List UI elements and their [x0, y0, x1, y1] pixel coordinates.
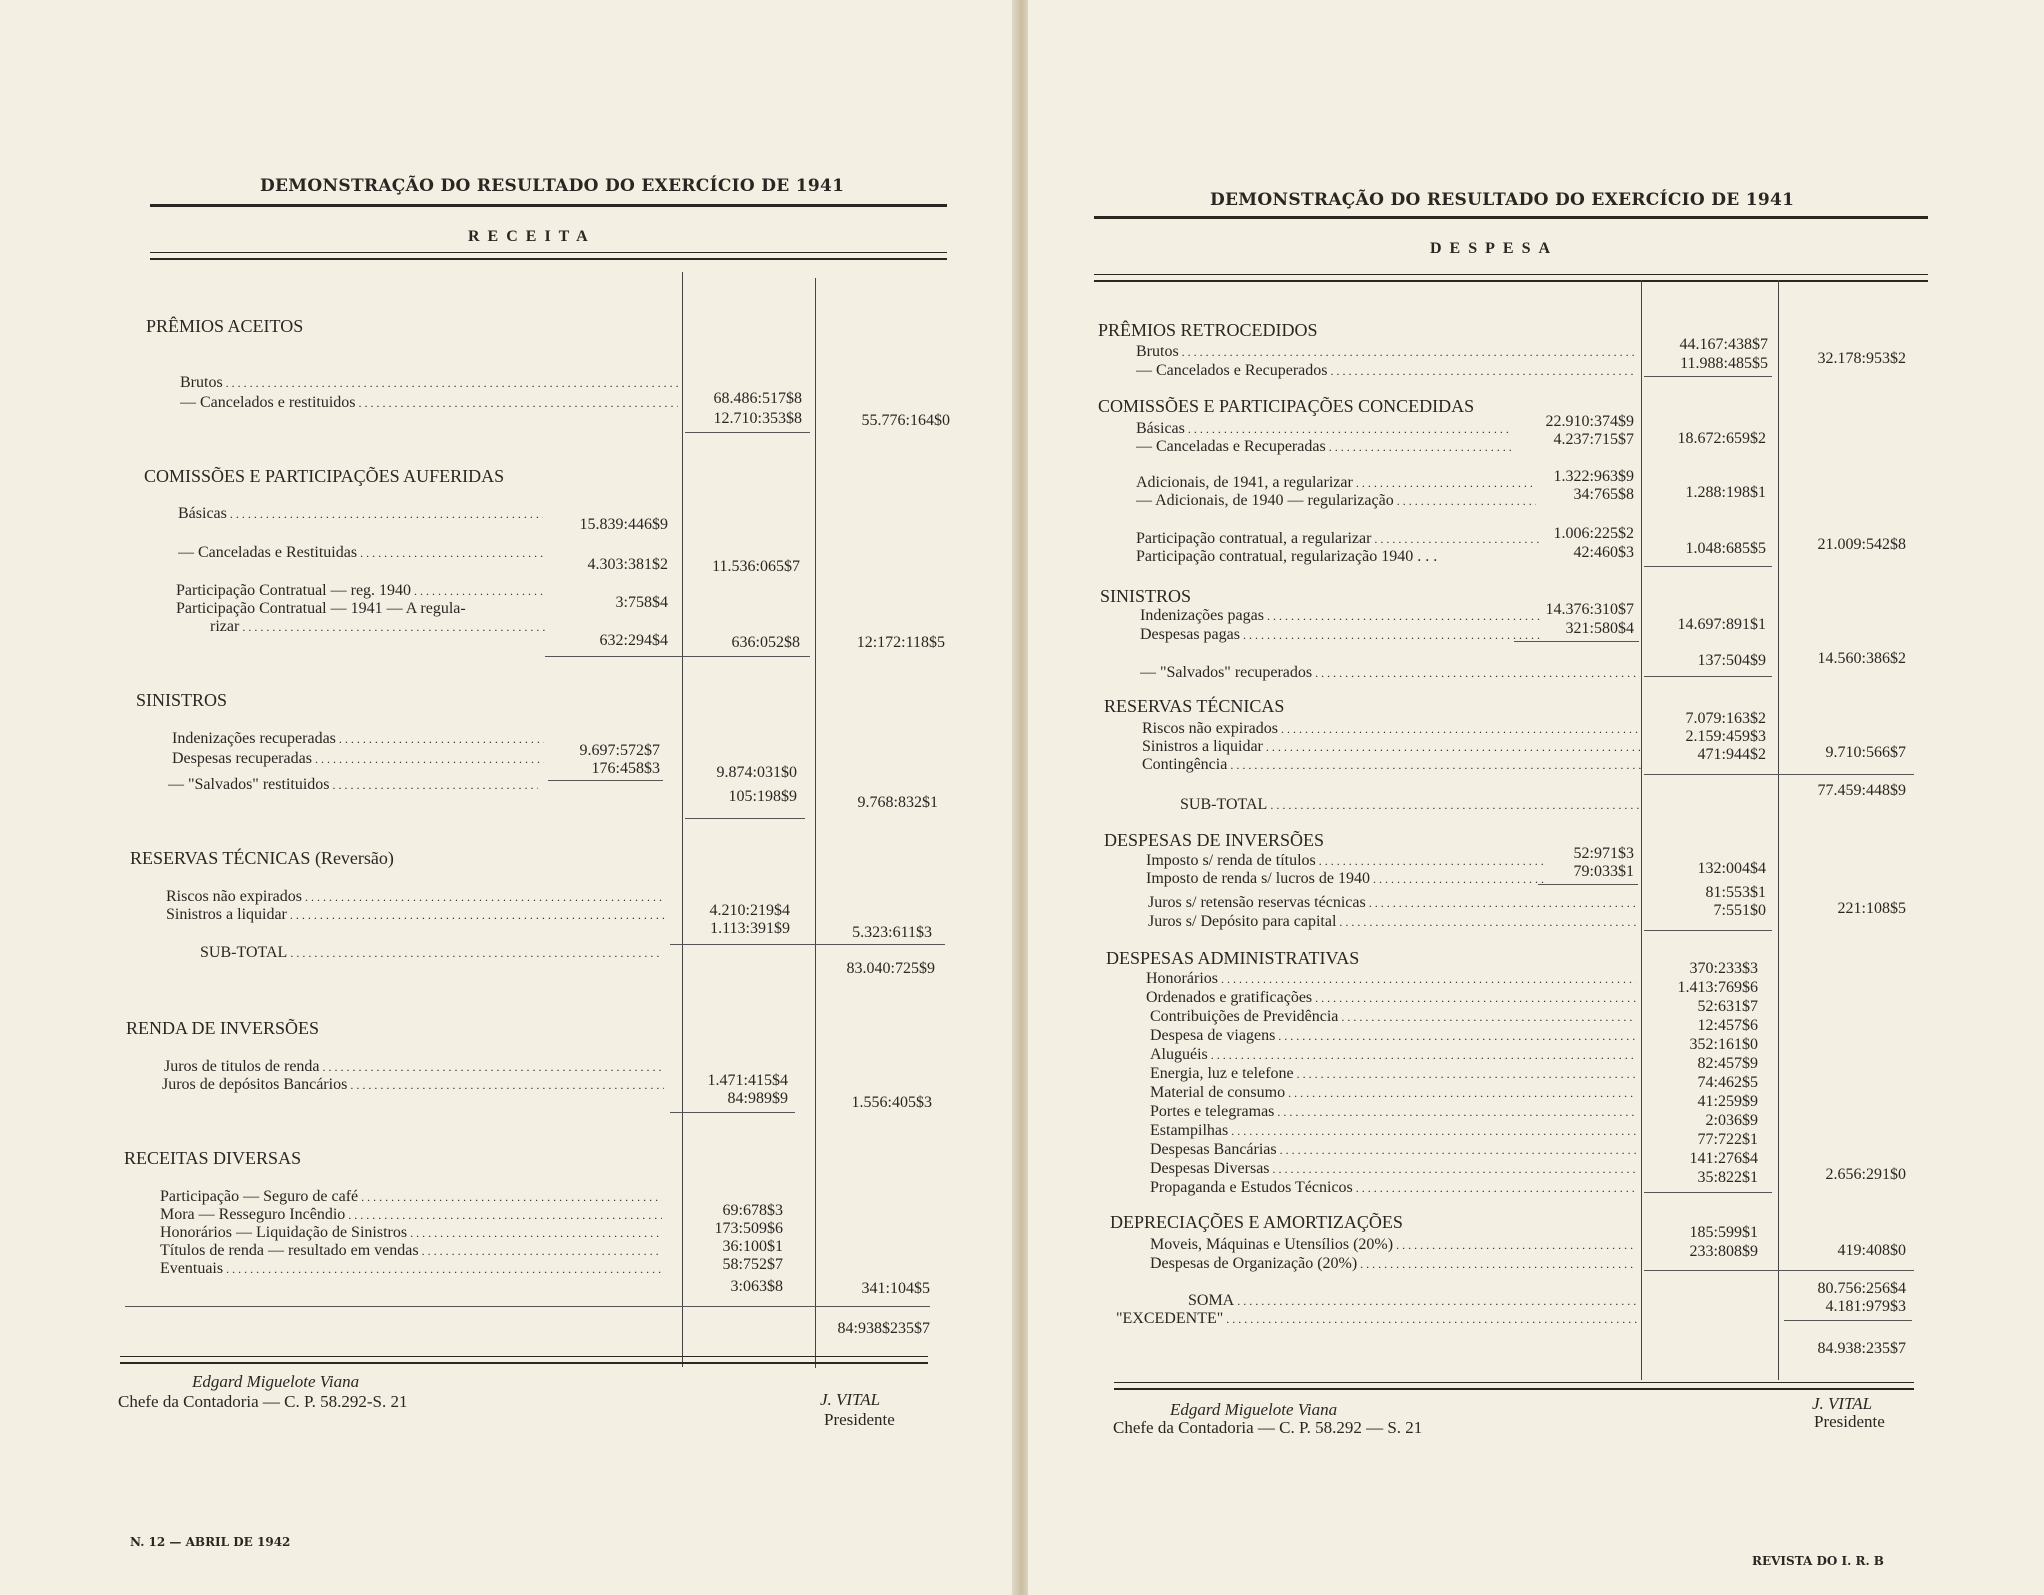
row-label: Despesas de Organização (20%) . . .: [1150, 1255, 1636, 1273]
list-item: Estampilhas . . .: [1150, 1122, 1636, 1140]
list-item: Títulos de renda — resultado em vendas . . .: [160, 1242, 662, 1260]
list-item: Despesas Diversas . . .: [1150, 1160, 1636, 1178]
row-label: Participação Contratual — reg. 1940 . . .: [176, 582, 546, 600]
section-total: 5.323:611$3: [852, 924, 932, 941]
row-label: Moveis, Máquinas e Utensílios (20%) . . .: [1150, 1236, 1636, 1254]
row-value: 321:580$4: [1565, 620, 1634, 637]
list-item-value: 141:276$4: [1689, 1150, 1758, 1167]
subtotal-value: 83.040:725$9: [846, 960, 935, 977]
section-total: 9.710:566$7: [1825, 744, 1906, 761]
list-item: Ordenados e gratificações . . .: [1146, 989, 1636, 1007]
section-rule-bottom: [1094, 280, 1928, 282]
underline: [1644, 930, 1772, 931]
row-value: 176:458$3: [591, 760, 660, 777]
row-label: Indenizações pagas . . .: [1140, 607, 1540, 625]
underline: [1644, 1270, 1914, 1271]
signature-role: Chefe da Contadoria — C. P. 58.292-S. 21: [118, 1392, 408, 1411]
underline: [1784, 1320, 1912, 1321]
row-value: 3:758$4: [615, 594, 668, 611]
section-head-reservas: RESERVAS TÉCNICAS: [1104, 696, 1285, 716]
section-total: 32.178:953$2: [1817, 350, 1906, 367]
list-item-value: 1.413:769$6: [1677, 979, 1758, 996]
list-item: Aluguéis . . .: [1150, 1046, 1636, 1064]
list-item-value: 74:462$5: [1697, 1074, 1758, 1091]
row-subtotal: 132:004$4: [1697, 860, 1766, 877]
row-value: 1.471:415$4: [707, 1072, 788, 1089]
list-item-value: 12:457$6: [1697, 1017, 1758, 1034]
row-label: Participação contratual, regularização 1940 . . .: [1136, 548, 1438, 565]
row-value: 79:033$1: [1573, 863, 1634, 880]
list-item: Honorários — Liquidação de Sinistros . . .: [160, 1224, 662, 1242]
page-title: DEMONSTRAÇÃO DO RESULTADO DO EXERCÍCIO DE 1941: [1210, 190, 1795, 210]
row-label: Adicionais, de 1941, a regularizar . . .: [1136, 474, 1536, 492]
row-label: Juros s/ Depósito para capital . . .: [1148, 913, 1638, 931]
row-label: — Cancelados e restituidos . . .: [180, 394, 678, 412]
bottom-rule: [120, 1356, 928, 1357]
section-head-premios: PRÊMIOS ACEITOS: [146, 316, 304, 336]
subtotal-value: 77.459:448$9: [1817, 782, 1906, 799]
row-value: 1.006:225$2: [1553, 525, 1634, 542]
signature-name: Edgard Miguelote Viana: [192, 1372, 360, 1391]
page-footer: N. 12 — ABRIL DE 1942: [130, 1535, 291, 1549]
underline: [670, 1112, 795, 1113]
signature-role: Chefe da Contadoria — C. P. 58.292 — S. 21: [1113, 1418, 1423, 1437]
subtotal-label: SUB-TOTAL . . .: [200, 944, 662, 962]
underline: [1644, 566, 1772, 567]
section-head-diversas: RECEITAS DIVERSAS: [124, 1148, 302, 1168]
right-page: [1028, 0, 2044, 1595]
section-head-sinistros: SINISTROS: [136, 690, 228, 710]
underline: [685, 432, 810, 433]
list-item-value: 77:722$1: [1697, 1131, 1758, 1148]
row-value: 9.697:572$7: [579, 742, 660, 759]
president-role: Presidente: [824, 1410, 895, 1429]
row-label: Riscos não expirados . . .: [1142, 720, 1642, 738]
list-item: Honorários . . .: [1146, 970, 1636, 988]
row-label: — Canceladas e Recuperadas . . .: [1136, 438, 1511, 456]
section-total: 21.009:542$8: [1817, 536, 1906, 553]
section-total: 55.776:164$0: [861, 412, 950, 429]
subtotal-label: SUB-TOTAL . . .: [1180, 796, 1640, 814]
list-item-value: 35:822$1: [1697, 1169, 1758, 1186]
list-item-value: 69:678$3: [722, 1202, 783, 1219]
column-divider: [1641, 280, 1642, 1380]
row-value: 22.910:374$9: [1545, 413, 1634, 430]
section-total: 419:408$0: [1837, 1242, 1906, 1259]
underline: [670, 944, 945, 945]
underline: [1644, 774, 1914, 775]
grand-total: 84.938:235$7: [1817, 1340, 1906, 1357]
row-subtotal: 636:052$8: [731, 634, 800, 651]
row-value: 233:808$9: [1689, 1243, 1758, 1260]
row-label: Básicas . . .: [1136, 420, 1511, 438]
row-value: 4.237:715$7: [1553, 431, 1634, 448]
section-total: 341:104$5: [861, 1280, 930, 1297]
list-item: Energia, luz e telefone . . .: [1150, 1065, 1636, 1083]
underline: [1644, 676, 1772, 677]
row-label: Despesas recuperadas . . .: [172, 750, 544, 768]
row-subtotal: 1.048:685$5: [1685, 540, 1766, 557]
list-item: Despesas Bancárias . . .: [1150, 1141, 1636, 1159]
page-title: DEMONSTRAÇÃO DO RESULTADO DO EXERCÍCIO DE 1941: [260, 176, 845, 196]
row-value: 2.159:459$3: [1685, 728, 1766, 745]
list-item-value: 173:509$6: [714, 1220, 783, 1237]
row-value: 1.113:391$9: [710, 920, 790, 937]
row-label: — Canceladas e Restituidas . . .: [178, 544, 543, 562]
row-value: 137:504$9: [1697, 652, 1766, 669]
row-label: Indenizações recuperadas . . .: [172, 730, 544, 748]
section-head-reservas: RESERVAS TÉCNICAS (Reversão): [130, 848, 394, 868]
list-item: Participação — Seguro de café . . .: [160, 1188, 662, 1206]
signature-name: Edgard Miguelote Viana: [1170, 1400, 1338, 1419]
section-head-inversoes: DESPESAS DE INVERSÕES: [1104, 830, 1325, 850]
row-value: 68.486:517$8: [713, 390, 802, 407]
row-subtotal: 14.697:891$1: [1677, 616, 1766, 633]
row-label: — "Salvados" restituidos . . .: [168, 776, 538, 794]
page-footer: REVISTA DO I. R. B: [1752, 1554, 1884, 1568]
list-item-value: 370:233$3: [1689, 960, 1758, 977]
row-value: 44.167:438$7: [1679, 336, 1768, 353]
section-total: 2.656:291$0: [1825, 1166, 1906, 1183]
bottom-rule: [1114, 1382, 1914, 1383]
underline: [1644, 376, 1772, 377]
row-value: 7:551$0: [1713, 902, 1766, 919]
underline: [1644, 1192, 1772, 1193]
row-label: Imposto s/ renda de títulos . . .: [1146, 852, 1546, 870]
section-title: RECEITA: [468, 228, 596, 245]
row-value: 52:971$3: [1573, 845, 1634, 862]
row-label: rizar . . .: [210, 618, 545, 636]
row-value: 15.839:446$9: [579, 516, 668, 533]
row-label: Riscos não expirados . . .: [166, 888, 664, 906]
section-head-depreciacoes: DEPRECIAÇÕES E AMORTIZAÇÕES: [1110, 1212, 1403, 1232]
list-item-value: 3:063$8: [730, 1278, 783, 1295]
list-item-value: 36:100$1: [722, 1238, 783, 1255]
row-label: — Cancelados e Recuperados . . .: [1136, 362, 1636, 380]
title-rule: [150, 204, 947, 207]
row-value: 471:944$2: [1697, 746, 1766, 763]
president-name: J. VITAL: [1812, 1394, 1873, 1413]
row-value: 81:553$1: [1705, 884, 1766, 901]
president-role: Presidente: [1814, 1412, 1885, 1431]
section-title: DESPESA: [1430, 240, 1559, 257]
row-label: Sinistros a liquidar . . .: [166, 906, 664, 924]
section-head-premios: PRÊMIOS RETROCEDIDOS: [1098, 320, 1318, 340]
list-item-value: 41:259$9: [1697, 1093, 1758, 1110]
row-label: — Adicionais, de 1940 — regularização . . .: [1136, 492, 1536, 510]
list-item-value: 352:161$0: [1689, 1036, 1758, 1053]
excedente-value: 4.181:979$3: [1825, 1298, 1906, 1315]
section-rule-bottom: [150, 258, 947, 260]
column-divider: [1778, 280, 1779, 1380]
list-item-value: 52:631$7: [1697, 998, 1758, 1015]
section-head-comissoes: COMISSÕES E PARTICIPAÇÕES AUFERIDAS: [144, 466, 505, 486]
row-value: 11.988:485$5: [1680, 355, 1768, 372]
row-label: Juros de depósitos Bancários . . .: [162, 1076, 664, 1094]
row-label: — "Salvados" recuperados . . .: [1140, 664, 1640, 682]
book-gutter: [1010, 0, 1030, 1595]
underline: [545, 656, 810, 657]
row-value: 4.210:219$4: [709, 902, 790, 919]
column-divider: [815, 278, 816, 1368]
row-value: 14.376:310$7: [1545, 601, 1634, 618]
list-item: Mora — Resseguro Incêndio . . .: [160, 1206, 662, 1224]
row-value: 185:599$1: [1689, 1224, 1758, 1241]
section-total: 221:108$5: [1837, 900, 1906, 917]
section-head-renda: RENDA DE INVERSÕES: [126, 1018, 320, 1038]
underline: [685, 818, 805, 819]
section-total: 14.560:386$2: [1817, 650, 1906, 667]
row-subtotal: 9.874:031$0: [716, 764, 797, 781]
row-value: 1.322:963$9: [1553, 468, 1634, 485]
president-name: J. VITAL: [820, 1390, 881, 1409]
section-rule-top: [1094, 274, 1928, 275]
row-value: 4.303:381$2: [587, 556, 668, 573]
row-value: 7.079:163$2: [1685, 710, 1766, 727]
excedente-label: "EXCEDENTE" . . .: [1116, 1310, 1638, 1328]
section-rule-top: [150, 252, 947, 253]
list-item-value: 58:752$7: [722, 1256, 783, 1273]
soma-label: SOMA . . .: [1188, 1292, 1638, 1310]
section-head-administrativas: DESPESAS ADMINISTRATIVAS: [1106, 948, 1360, 968]
list-item: Contribuições de Previdência . . .: [1150, 1008, 1636, 1026]
bottom-rule: [1114, 1388, 1914, 1390]
section-total: 12:172:118$5: [856, 634, 945, 651]
list-item: Material de consumo . . .: [1150, 1084, 1636, 1102]
list-item: Portes e telegramas . . .: [1150, 1103, 1636, 1121]
row-subtotal: 1.288:198$1: [1685, 484, 1766, 501]
row-value: 84:989$9: [727, 1090, 788, 1107]
row-value: 632:294$4: [599, 632, 668, 649]
row-value: 105:198$9: [728, 788, 797, 805]
underline: [125, 1306, 930, 1307]
list-item: Propaganda e Estudos Técnicos . . .: [1150, 1179, 1636, 1197]
row-label: Participação contratual, a regularizar . . .: [1136, 530, 1541, 548]
row-label: Juros de titulos de renda . . .: [164, 1058, 664, 1076]
row-value: 12.710:353$8: [713, 410, 802, 427]
soma-value: 80.756:256$4: [1817, 1280, 1906, 1297]
row-value: 42:460$3: [1573, 544, 1634, 561]
row-label: Imposto de renda s/ lucros de 1940 . . .: [1146, 870, 1546, 888]
row-label: Juros s/ retensão reservas técnicas . . .: [1148, 894, 1638, 912]
left-page: [0, 0, 1012, 1595]
section-total: 1.556:405$3: [851, 1094, 932, 1111]
row-subtotal: 18.672:659$2: [1677, 430, 1766, 447]
underline: [1538, 884, 1638, 885]
row-value: 34:765$8: [1573, 486, 1634, 503]
row-label: Sinistros a liquidar . . .: [1142, 738, 1642, 756]
list-item: Eventuais . . .: [160, 1260, 662, 1278]
row-label: Despesas pagas . . .: [1140, 626, 1540, 644]
underline: [548, 780, 663, 781]
bottom-rule: [120, 1362, 928, 1364]
section-total: 9.768:832$1: [857, 794, 938, 811]
section-head-comissoes: COMISSÕES E PARTICIPAÇÕES CONCEDIDAS: [1098, 396, 1475, 416]
row-label: Brutos . . .: [180, 374, 678, 392]
row-label: Contingência . . .: [1142, 756, 1642, 774]
title-rule: [1094, 216, 1928, 219]
section-head-sinistros: SINISTROS: [1100, 586, 1192, 606]
row-subtotal: 11.536:065$7: [712, 558, 800, 575]
row-label: Brutos . . .: [1136, 343, 1636, 361]
row-label: Básicas . . .: [178, 505, 543, 523]
row-label: Participação Contratual — 1941 — A regula-: [176, 600, 466, 617]
list-item-value: 82:457$9: [1697, 1055, 1758, 1072]
grand-total: 84:938$235$7: [837, 1320, 930, 1337]
list-item: Despesa de viagens . . .: [1150, 1027, 1636, 1045]
underline: [1514, 641, 1639, 642]
list-item-value: 2:036$9: [1705, 1112, 1758, 1129]
